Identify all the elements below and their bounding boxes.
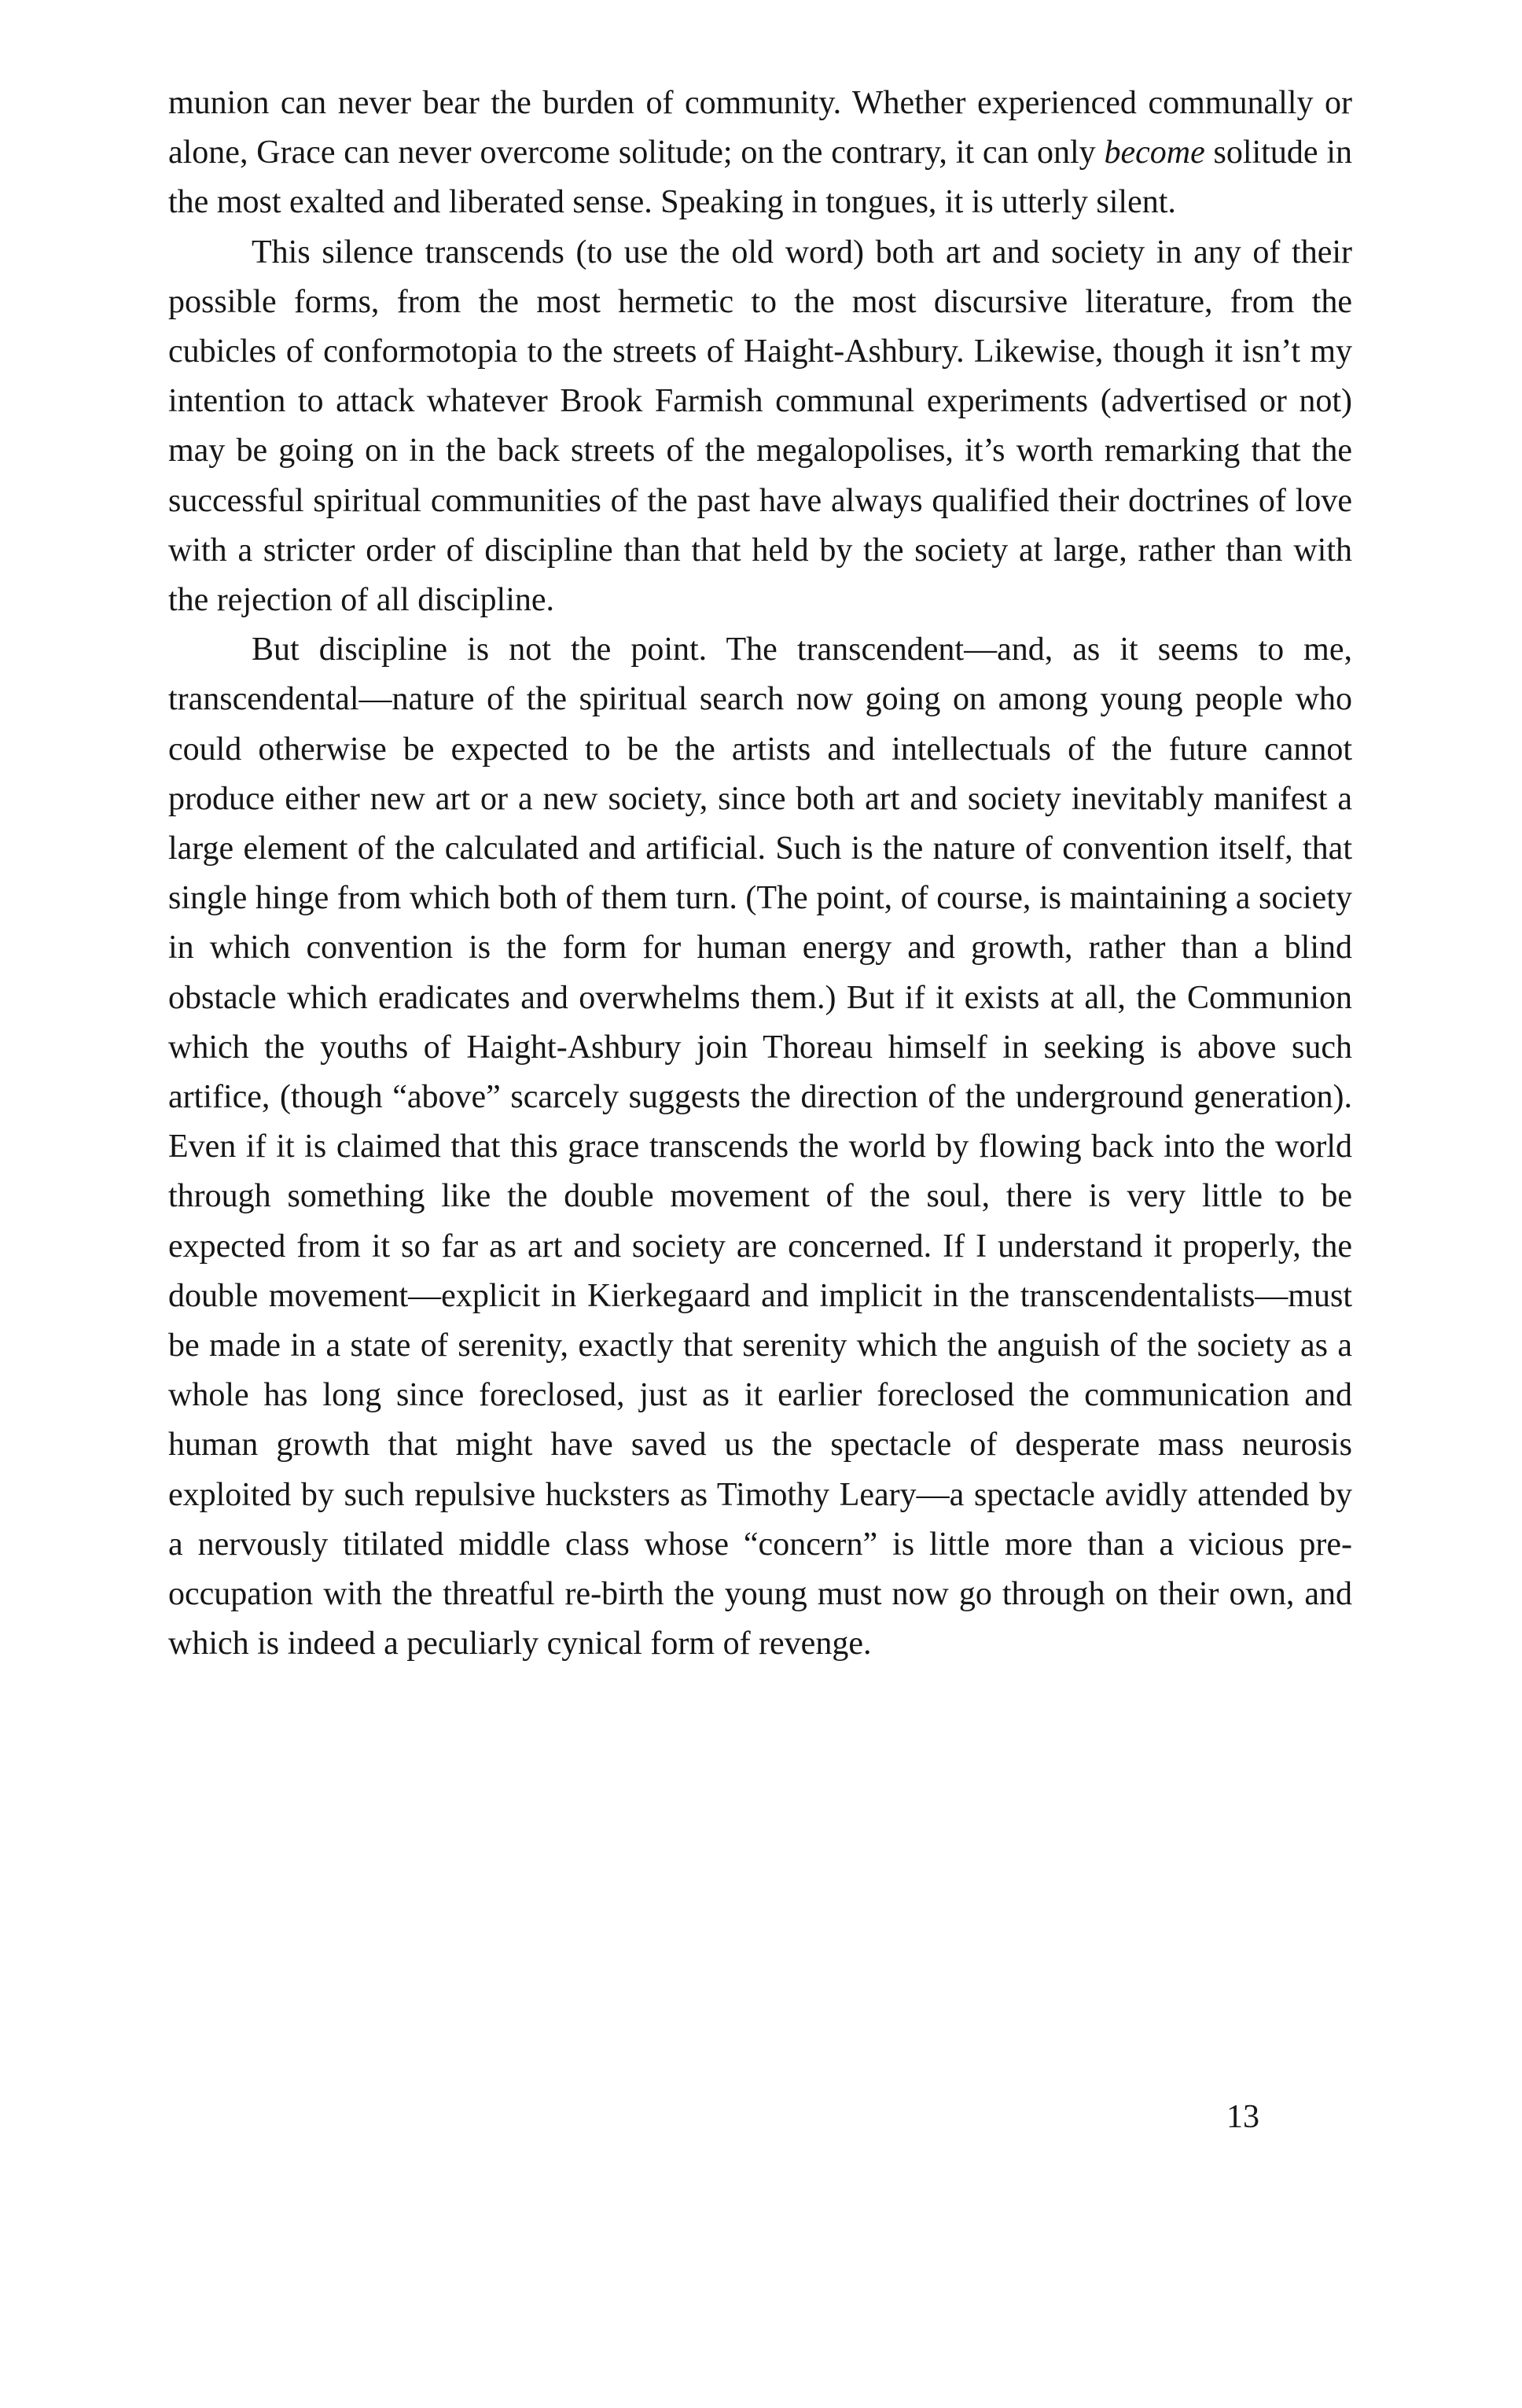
emphasized-word: become [1104, 134, 1205, 171]
paragraph-3: But discipline is not the point. The transcendent—and, as it seems to me, transcendental—nature of the spiritual search now going on among young people who could otherwise be expected to be the artists and intellectuals of the future cannot produce either new art or a new society, since both art and society inevitably manifest a large element of the calculated and artificial. Such is the nature of convention itself, that single hinge from which both of them turn. (The point, of course, is maintaining a society in which convention is the form for human energy and growth, rather than a blind obstacle which eradicates and overwhelms them.) But if it exists at all, the Communion which the youths of Haight-Ashbury join Thoreau himself in seeking is above such artifice, (though “above” scarcely suggests the direction of the underground generation). Even if it is claimed that this grace transcends the world by flowing back into the world through something like the double movement of the soul, there is very little to be expected from it so far as art and society are concerned. If I understand it properly, the double movement—explicit in Kierkegaard and implicit in the transcendentalists—must be made in a state of serenity, exactly that serenity which the anguish of the society as a whole has long since foreclosed, just as it earlier foreclosed the communication and human growth that might have saved us the spectacle of desperate mass neurosis exploited by such repulsive hucksters as Timothy Leary—a spectacle avidly attended by a nervously titilated middle class whose “concern” is little more than a vicious pre-occupation with the threatful re-birth the young must now go through on their own, and which is indeed a peculiarly cynical form of revenge. [168, 631, 1352, 1662]
paragraph-2: This silence transcends (to use the old word) both art and society in any of their possible forms, from the most hermetic to the most discursive literature, from the cubicles of conformotopia to the streets of Haight-Ashbury. Likewise, though it isn’t my intention to attack whatever Brook Farmish communal experiments (advertised or not) may be going on in the back streets of the megalopolises, it’s worth remarking that the successful spiritual communities of the past have always qualified their doctrines of love with a stricter order of discipline than that held by the society at large, rather than with the rejection of all discipline. [168, 234, 1352, 619]
body-text [168, 79, 1352, 1670]
paragraph-continued [168, 79, 1352, 228]
page-number: 13 [1226, 2099, 1259, 2135]
paragraph-1-text-end: solitude in the most exalted and liberated sense. Speaking in tongues, it is utterly silent. [168, 134, 1352, 221]
paragraph-1-text: munion can never bear the burden of community. Whether experienced communally or alone, Grace can never overcome solitude; on the contrary, it can only [168, 85, 1352, 171]
